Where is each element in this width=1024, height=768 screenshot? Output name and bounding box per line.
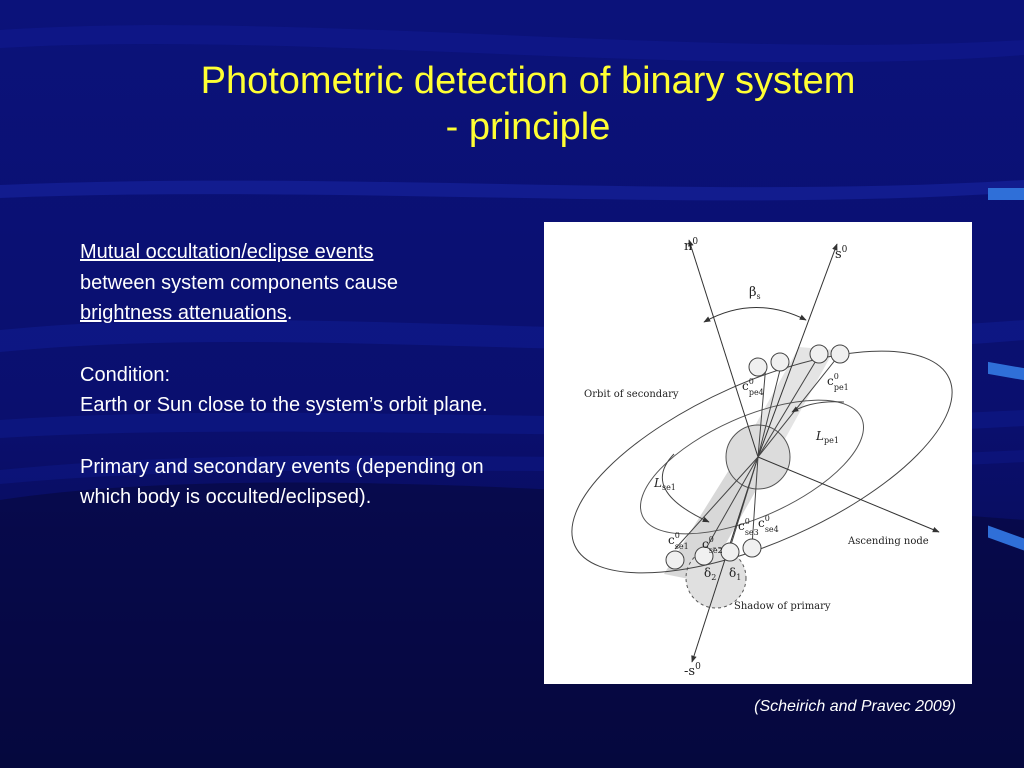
- orbit-label: Orbit of secondary: [584, 389, 679, 400]
- condition-text: Earth or Sun close to the system’s orbit plane.: [80, 394, 488, 416]
- cse2-label: $c^0$ se2: [702, 535, 723, 555]
- cse4-label: $c^0$ se4: [758, 514, 779, 534]
- lpe1-label: $L_{pe1}$: [816, 429, 839, 445]
- delta2-label: $\delta_2$: [704, 566, 717, 582]
- orbit-diagram-svg: [544, 222, 972, 684]
- beta-arc: [704, 307, 806, 322]
- condition-label: Condition:: [80, 363, 171, 386]
- citation: (Scheirich and Pravec 2009): [754, 698, 956, 715]
- delta1-label: $\delta_1$: [729, 566, 742, 582]
- paragraph-events: [80, 237, 540, 329]
- lse1-label: $L_{se1}$: [654, 476, 676, 492]
- cpe4-label: $c^0$ pe4: [742, 377, 764, 397]
- cse3-label: $c^0$ se3: [738, 517, 759, 537]
- n0-label: $n^0$: [684, 237, 699, 254]
- slide-body: [80, 237, 540, 513]
- accent-tab: [988, 188, 1024, 200]
- period: .: [286, 302, 293, 324]
- s0-label: $s^0$: [835, 245, 848, 262]
- occultation-link: Mutual occultation/eclipse events: [80, 241, 374, 263]
- paragraph-primary-secondary: Primary and secondary events (depending on which body is occulted/eclipsed).: [80, 455, 484, 508]
- attenuations-link: brightness attenuations: [80, 302, 287, 324]
- cpe1-label: $c^0$ pe1: [827, 372, 849, 392]
- minus-s0-label: $-s^0$: [684, 662, 701, 679]
- slide-title: [0, 58, 1024, 150]
- paragraph-events-text: between system components cause: [80, 271, 398, 294]
- ascending-node-vector: [758, 457, 939, 532]
- title-line-2: - principle: [445, 106, 611, 148]
- beta-label: $\beta_s$: [749, 285, 761, 301]
- shadow-label: Shadow of primary: [734, 601, 831, 612]
- ascending-node-label: Ascending node: [848, 536, 929, 547]
- cse1-label: $c^0$ se1: [668, 531, 689, 551]
- orbit-diagram: [544, 222, 972, 684]
- title-line-1: Photometric detection of binary system: [200, 60, 856, 102]
- n0-vector: [689, 240, 758, 457]
